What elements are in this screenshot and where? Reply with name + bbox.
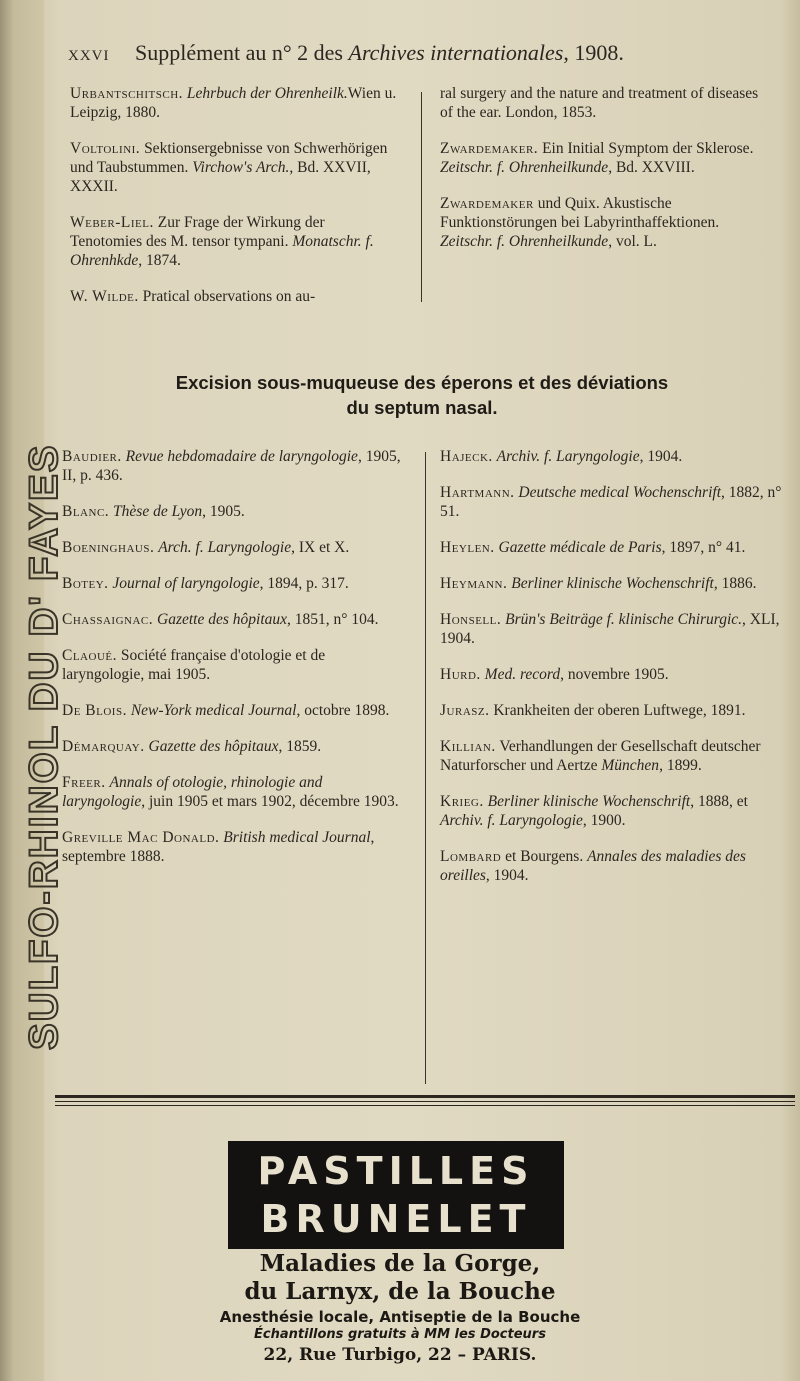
right-references bbox=[440, 447, 785, 902]
page-number: XXVI bbox=[68, 48, 110, 64]
advert-logo bbox=[228, 1141, 564, 1249]
reference-detail: et Bourgens. bbox=[505, 848, 584, 865]
reference-entry bbox=[440, 538, 785, 557]
advert-samples: Échantillons gratuits à MM les Docteurs bbox=[254, 1327, 546, 1342]
reference-work: British medical Journal bbox=[223, 829, 371, 846]
reference-work: Berliner klinische Wochenschrift bbox=[487, 793, 691, 810]
header-title-suffix: , 1908. bbox=[563, 40, 624, 65]
reference-entry bbox=[440, 194, 770, 251]
reference-author: Claoué. bbox=[62, 647, 117, 664]
reference-detail: , 1905, II, p. 436. bbox=[62, 448, 401, 484]
reference-work: New-York medical Journal bbox=[130, 702, 297, 719]
reference-work-secondary: Annales des maladies des oreilles bbox=[440, 848, 746, 884]
reference-detail: , 1882, n° 51. bbox=[440, 484, 782, 520]
reference-detail: , novembre 1905. bbox=[560, 666, 669, 683]
reference-work-secondary: Monatschr. f. Ohrenhkde bbox=[70, 233, 374, 269]
reference-detail: , 1859. bbox=[278, 738, 322, 755]
reference-work: Gazette des hôpitaux bbox=[157, 611, 288, 628]
reference-author: Greville Mac Donald. bbox=[62, 829, 220, 846]
section-title bbox=[44, 370, 800, 420]
reference-entry bbox=[62, 737, 407, 756]
reference-author: Hartmann. bbox=[440, 484, 515, 501]
reference-entry bbox=[62, 574, 407, 593]
reference-detail: , 1904. bbox=[639, 448, 683, 465]
reference-detail: , 1905. bbox=[202, 503, 245, 520]
reference-detail: Société française d'otologie et de laryngologie, mai 1905. bbox=[62, 647, 326, 683]
reference-entry bbox=[440, 483, 785, 521]
reference-author: De Blois. bbox=[62, 702, 127, 719]
reference-detail: Sektionsergebnisse von Schwerhörigen und Taubstummen. bbox=[70, 140, 388, 176]
reference-detail: , 1897, n° 41. bbox=[661, 539, 746, 556]
reference-detail: Ein Initial Symptom der Sklerose. bbox=[542, 140, 754, 157]
separator-rule-thin bbox=[55, 1101, 795, 1102]
advert-headline-1: Maladies de la Gorge, bbox=[259, 1250, 541, 1277]
reference-detail-secondary: , Bd. XXVIII. bbox=[608, 159, 695, 176]
reference-author: Lombard bbox=[440, 848, 502, 865]
reference-work: Lehrbuch der Ohrenheilk. bbox=[186, 85, 348, 102]
reference-entry bbox=[440, 574, 785, 593]
reference-detail: Zur Frage der Wirkung der Tenotomies des M. tensor tympani. bbox=[70, 214, 325, 250]
reference-author: Voltolini. bbox=[70, 140, 141, 157]
reference-work-secondary: München bbox=[601, 757, 660, 774]
reference-work: Deutsche medical Wochenschrift bbox=[518, 484, 722, 501]
reference-author: Krieg. bbox=[440, 793, 484, 810]
reference-author: Boeninghaus. bbox=[62, 539, 155, 556]
spine-advert-text: SULFO-RHINOL DU D' FAYES bbox=[22, 443, 66, 1050]
advert-address: 22, Rue Turbigo, 22 – PARIS. bbox=[263, 1345, 537, 1365]
spine-strip bbox=[0, 0, 66, 1381]
reference-detail-secondary: , Bd. XXVII, XXXII. bbox=[70, 159, 371, 195]
column-divider-main bbox=[425, 452, 426, 1084]
reference-work-secondary: Virchow's Arch. bbox=[192, 159, 290, 176]
reference-entry bbox=[70, 213, 400, 270]
reference-detail-secondary: , vol. L. bbox=[608, 233, 657, 250]
header-title-prefix: Supplément au n° 2 des bbox=[135, 40, 349, 65]
advert-logo-line2: BRUNELET bbox=[260, 1197, 532, 1241]
reference-detail: , 1886. bbox=[713, 575, 757, 592]
reference-detail: , XLI, 1904. bbox=[440, 611, 780, 647]
left-references bbox=[62, 447, 407, 883]
top-right-references bbox=[440, 84, 770, 268]
reference-entry bbox=[70, 84, 400, 122]
reference-author: Botey. bbox=[62, 575, 109, 592]
reference-detail-secondary: , 1900. bbox=[582, 812, 626, 829]
reference-author: Hajeck. bbox=[440, 448, 493, 465]
reference-author: W. Wilde. bbox=[70, 288, 139, 305]
reference-entry bbox=[62, 773, 407, 811]
reference-author: Urbantschitsch. bbox=[70, 85, 184, 102]
reference-detail-secondary: , 1899. bbox=[659, 757, 702, 774]
separator-rule-thin-2 bbox=[55, 1105, 795, 1106]
section-title-line2: du septum nasal. bbox=[346, 397, 498, 418]
reference-author: Heylen. bbox=[440, 539, 495, 556]
reference-detail-secondary: , 1874. bbox=[138, 252, 181, 269]
reference-author: Baudier. bbox=[62, 448, 122, 465]
reference-entry bbox=[62, 502, 407, 521]
reference-detail: Pratical observations on au- bbox=[142, 288, 316, 305]
reference-author: Hurd. bbox=[440, 666, 481, 683]
reference-author: Honsell. bbox=[440, 611, 502, 628]
reference-author: Démarquay. bbox=[62, 738, 145, 755]
reference-work: Gazette des hôpitaux bbox=[148, 738, 279, 755]
reference-entry bbox=[440, 847, 785, 885]
reference-work: Journal of laryngologie bbox=[112, 575, 260, 592]
reference-detail: Verhandlungen der Gesellschaft deutscher Naturforscher und Aertze bbox=[440, 738, 761, 774]
reference-work: Archiv. f. Laryngologie bbox=[496, 448, 640, 465]
reference-work: Revue hebdomadaire de laryngologie bbox=[125, 448, 358, 465]
reference-entry bbox=[440, 610, 785, 648]
page-header bbox=[68, 40, 768, 66]
reference-author: Heymann. bbox=[440, 575, 508, 592]
reference-entry bbox=[440, 701, 785, 720]
separator-rule-thick bbox=[55, 1095, 795, 1098]
top-left-references bbox=[70, 84, 400, 323]
reference-work-secondary: Zeitschr. f. Ohrenheilkunde bbox=[440, 159, 609, 176]
reference-entry bbox=[70, 139, 400, 196]
reference-work: Annals of otologie, rhinologie and laryngologie bbox=[62, 774, 323, 810]
reference-work: Med. record bbox=[484, 666, 561, 683]
reference-entry bbox=[62, 646, 407, 684]
reference-entry bbox=[62, 447, 407, 485]
reference-author: Killian. bbox=[440, 738, 496, 755]
column-divider-top bbox=[421, 92, 422, 302]
reference-entry bbox=[440, 737, 785, 775]
reference-detail: Wien u. Leipzig, 1880. bbox=[70, 85, 397, 121]
reference-entry bbox=[62, 610, 407, 629]
reference-entry bbox=[70, 287, 400, 306]
reference-detail: Krankheiten der oberen Luftwege, 1891. bbox=[493, 702, 746, 719]
reference-entry bbox=[440, 139, 770, 177]
advert-logo-line1: PASTILLES bbox=[257, 1149, 535, 1193]
reference-detail: , 1894, p. 317. bbox=[259, 575, 349, 592]
reference-author: Jurasz. bbox=[440, 702, 490, 719]
reference-entry bbox=[440, 792, 785, 830]
reference-detail: , 1888, et bbox=[690, 793, 748, 810]
reference-author: Chassaignac. bbox=[62, 611, 154, 628]
reference-author: Zwardemaker. bbox=[440, 140, 539, 157]
advert-headline-2: du Larnyx, de la Bouche bbox=[244, 1278, 556, 1305]
reference-entry bbox=[62, 538, 407, 557]
reference-detail: , 1851, n° 104. bbox=[287, 611, 379, 628]
reference-entry bbox=[440, 665, 785, 684]
reference-detail: , juin 1905 et mars 1902, décembre 1903. bbox=[141, 793, 399, 810]
reference-work: Gazette médicale de Paris bbox=[498, 539, 662, 556]
reference-author: Blanc. bbox=[62, 503, 110, 520]
advert-subline: Anesthésie locale, Antiseptie de la Bouche bbox=[219, 1308, 581, 1326]
reference-work: Arch. f. Laryngologie bbox=[158, 539, 292, 556]
reference-entry bbox=[62, 828, 407, 866]
reference-work: Berliner klinische Wochenschrift bbox=[511, 575, 714, 592]
reference-entry bbox=[440, 447, 785, 466]
reference-entry bbox=[440, 84, 770, 122]
reference-entry bbox=[62, 701, 407, 720]
reference-work: Thèse de Lyon bbox=[113, 503, 203, 520]
reference-author: Freer. bbox=[62, 774, 106, 791]
reference-detail: , septembre 1888. bbox=[62, 829, 375, 865]
reference-detail-secondary: , 1904. bbox=[485, 867, 529, 884]
reference-work-secondary: Zeitschr. f. Ohrenheilkunde bbox=[440, 233, 609, 250]
reference-detail: ral surgery and the nature and treatment of diseases of the ear. London, 1853. bbox=[440, 85, 759, 121]
reference-detail: , octobre 1898. bbox=[296, 702, 390, 719]
header-journal: Archives internationales bbox=[348, 40, 564, 65]
section-title-line1: Excision sous-muqueuse des éperons et des déviations bbox=[175, 372, 669, 393]
reference-work: Brün's Beiträge f. klinische Chirurgic. bbox=[505, 611, 743, 628]
reference-detail: und Quix. Akustische Funktionstörungen bei Labyrinthaffektionen. bbox=[440, 195, 720, 231]
reference-author: Weber-Liel. bbox=[70, 214, 154, 231]
reference-work-secondary: Archiv. f. Laryngologie bbox=[440, 812, 583, 829]
reference-author: Zwardemaker bbox=[440, 195, 534, 212]
reference-detail: , IX et X. bbox=[291, 539, 350, 556]
